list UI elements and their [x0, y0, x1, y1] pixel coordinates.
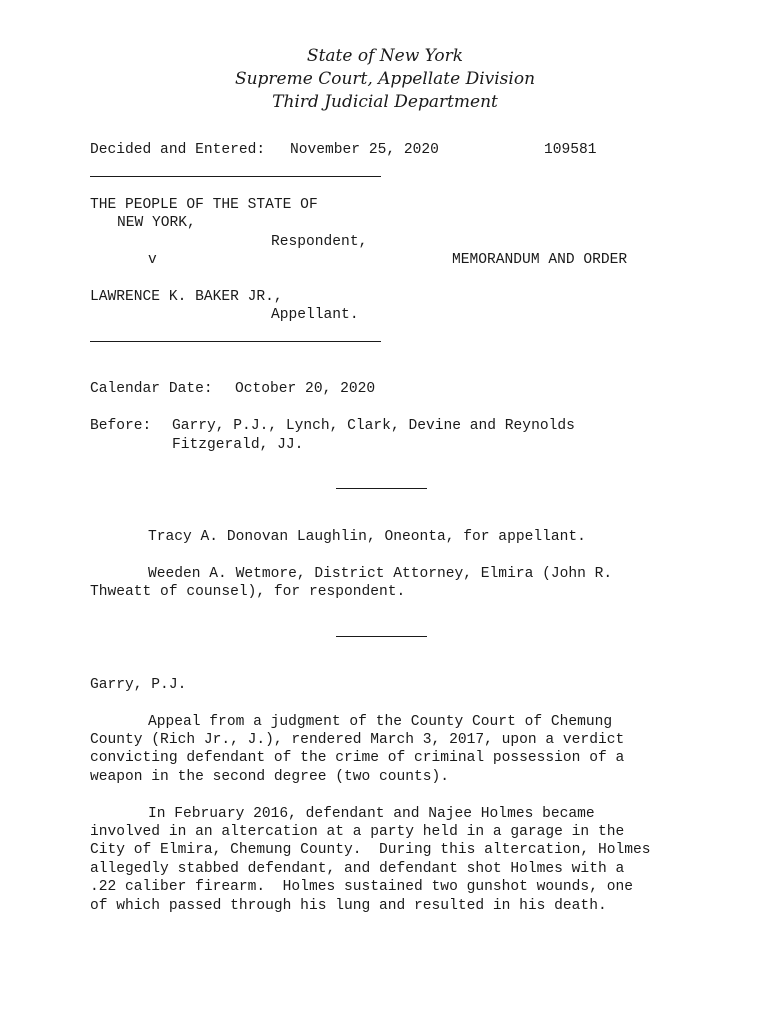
court-state: State of New York	[306, 46, 464, 66]
counsel-respondent-line1: Weeden A. Wetmore, District Attorney, Elmira (John R.	[148, 566, 613, 582]
calendar-date: October 20, 2020	[235, 381, 376, 397]
paragraph-line: City of Elmira, Chemung County. During this altercation, Holmes	[90, 842, 651, 858]
versus: v	[148, 252, 157, 268]
party1-line1: THE PEOPLE OF THE STATE OF	[90, 197, 318, 213]
party1-role: Respondent,	[271, 234, 368, 250]
counsel-respondent-line2: Thweatt of counsel), for respondent.	[90, 584, 406, 600]
court-division: Supreme Court, Appellate Division	[234, 69, 536, 89]
counsel-appellant: Tracy A. Donovan Laughlin, Oneonta, for appellant.	[148, 529, 586, 545]
section-divider-1	[336, 488, 427, 489]
docket-number: 109581	[544, 142, 597, 158]
party2-name: LAWRENCE K. BAKER JR.,	[90, 289, 283, 305]
party2-role: Appellant.	[271, 307, 359, 323]
court-department: Third Judicial Department	[272, 92, 498, 112]
paragraph-line: County (Rich Jr., J.), rendered March 3, 2017, upon a verdict	[90, 732, 625, 748]
section-divider-2	[336, 636, 427, 637]
order-type: MEMORANDUM AND ORDER	[452, 252, 628, 268]
paragraph-line: convicting defendant of the crime of criminal possession of a	[90, 750, 625, 766]
decided-label: Decided and Entered:	[90, 142, 266, 158]
paragraph-line: Appeal from a judgment of the County Court of Chemung	[148, 714, 613, 730]
caption-top-rule	[90, 176, 381, 177]
caption-bottom-rule	[90, 341, 381, 342]
paragraph-line: .22 caliber firearm. Holmes sustained two gunshot wounds, one	[90, 879, 633, 895]
before-line2: Fitzgerald, JJ.	[172, 437, 304, 453]
before-line1: Garry, P.J., Lynch, Clark, Devine and Reynolds	[172, 418, 575, 434]
party1-line2: NEW YORK,	[117, 215, 196, 231]
calendar-label: Calendar Date:	[90, 381, 213, 397]
paragraph-line: In February 2016, defendant and Najee Holmes became	[148, 806, 595, 822]
paragraph-line: of which passed through his lung and resulted in his death.	[90, 898, 607, 914]
decided-date: November 25, 2020	[290, 142, 439, 158]
opinion-author: Garry, P.J.	[90, 677, 187, 693]
paragraph-line: weapon in the second degree (two counts).	[90, 769, 450, 785]
before-label: Before:	[90, 418, 152, 434]
paragraph-line: involved in an altercation at a party held in a garage in the	[90, 824, 625, 840]
paragraph-line: allegedly stabbed defendant, and defendant shot Holmes with a	[90, 861, 625, 877]
